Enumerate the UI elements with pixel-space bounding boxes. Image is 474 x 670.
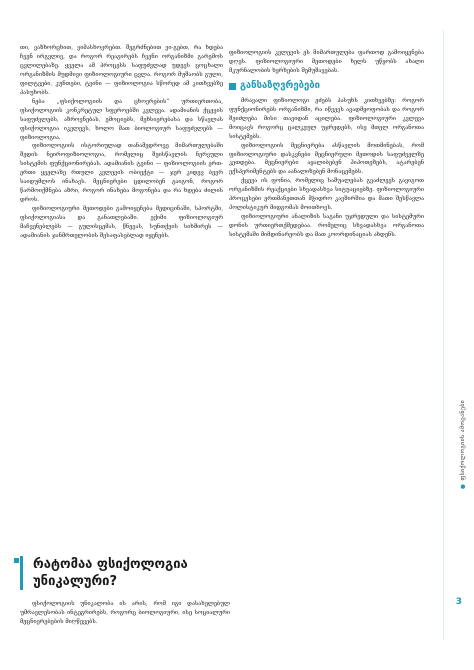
question-title: რატომაა ფსიქოლოგია უნიკალური? [33, 557, 188, 589]
running-section-label [460, 400, 466, 489]
section-heading [229, 79, 424, 91]
paragraph: ფსიქოლოგიის უნიკალობა ის არის, რომ იგი დასახელებულ უმრავლესობას ინტეგრირებს, როგორც ბიოლოგიური, ისე სოციალური მეცნიერებების მიღწევებს. [20, 601, 230, 625]
square-bullet-icon [229, 83, 236, 90]
page-number: 3 [455, 597, 462, 607]
running-label-text: ფსიქოლოგიის ამოცანები [460, 400, 466, 481]
bullet-icon: ● [460, 482, 466, 490]
paragraph: ფიზიოლოგიის კვლევის ეს მიმართულება ფართოდ გამოიყენება დღეს. ფიზიოლოგიური მეთოდები ხელს უწყობს ახალი მკურნალობის ხერხების შემუშავებას. [229, 50, 424, 74]
margin-rule [443, 30, 444, 640]
question-body [20, 600, 230, 627]
paragraph: ფიზიოლოგიური მეთოდები გამოიყენება მედიცინაში, სპორტში, ფსიქოლოგიასა და განათლებაში. ექიმი ფიზიოლოგიურ მაჩვენებლებს — გულისცემას, წნევას, სუნთქვის სიხშირეს — ადამიანის ჯანმრთელობის შესაფასებლად იყენებს. [20, 206, 223, 240]
square-marker-icon [14, 558, 19, 563]
paragraph: თი, ვაზხორცხით, ვიმასხოვრებთ. შეგრძნებით ვი-გებთ, რა ხდება ჩვენ ირგვლივ, და როგორ რეაგირებს ჩვენი ორგანიზმი გარემოს ცვლილებაზე. ყველა ამ პროცესს საფუძვლად უდევს ცოცხალი ორგანიზმის მუდმივი ფიზიოლოგიური ცვლა. როგორ მუშაობს გული, ფილტვები, კუნთები, ტვინი — ფიზიოლოგია სწორედ ამ კითხვებზე პასუხობს. [20, 45, 223, 96]
paragraph: ნება „ფსიქოლოგიის და ცხოვრების“ ურთიერთობა, ფსიქოლოგიის კონკრეტულ სფეროებში კვლევა. ადამიანის ქცევის საფუძვლებს, აზროვნებას, ემოციებს, მეხსიერებასა და სწავლას ფსიქოლოგია იკვლევს, ხოლო მათ ბიოლოგიურ საფუძვლებს — ფიზიოლოგია. [20, 98, 223, 141]
paragraph: ფიზიოლოგიის მეცნიერება ასწავლის მოთმინებას, რომ ფიზიოლოგიური დასკვნები მეცნიერული მეთოდის საფუძველზე კეთდება. მეცნიერები აყალიბებენ ჰიპოთეზებს, ატარებენ ექსპერიმენტებს და აანალიზებენ მონაცემებს. [229, 142, 424, 176]
section-title: განსაზღვრებები [240, 79, 320, 91]
paragraph: მრავალი ფიზიოლოგი ეძებს პასუხს კითხვებზე: როგორ ფუნქციონირებს ორგანიზმი, რა იწვევს ავადმყოფობას და როგორ შეიძლება მისი თავიდან აცილება. ფიზიოლოგიური კვლევა მოიცავს როგორც ცალკეულ უჯრედებს, ისე მთელ ორგანოთა სისტემებს. [229, 97, 424, 140]
right-text-column [229, 49, 424, 240]
paragraph: ფიზიოლოგიური ანალიზის საგანი უჯრედული და სისტემური დონის ურთიერთქმედებაა. რომელიც სხვადასხვა ორგანოთა სისტემაში მიმდინარეობს და მათ კოორდინაციას ახდენს. [229, 214, 424, 239]
paragraph: ფიზიოლოგიის ისტორიულად თანამედროვე მიმართულებაში შედის ნეიროფიზიოლოგია, რომელიც შეისწავლის ნერვული სისტემის ფუნქციონირებას. ადამიანის ტვინი — ფიზიოლოგიის ერთ-ერთი ყველაზე რთული კვლევის ობიექტი — ჯერ კიდევ ბევრ საიდუმლოს ინახავს. მეცნიერები ცდილობენ გაიგონ, როგორ წარმოიქმნება აზრი, როგორ ინახება მოგონება და რა ხდება ძილის დროს. [20, 143, 223, 204]
paragraph: ქცევა ის ფონია, რომელიც საშუალებას გვაძლევს გავიგოთ ორგანიზმის რეაქციები სხვადასხვა სიტუაციებზე. ფიზიოლოგიური პროცესები ერთმანეთთან მჭიდრო კავშირშია და მათი შესწავლა ჰოლისტიკურ მიდგომას მოითხოვს. [229, 178, 424, 212]
question-heading [20, 556, 230, 590]
left-text-column [20, 44, 223, 241]
question-block [20, 556, 230, 627]
